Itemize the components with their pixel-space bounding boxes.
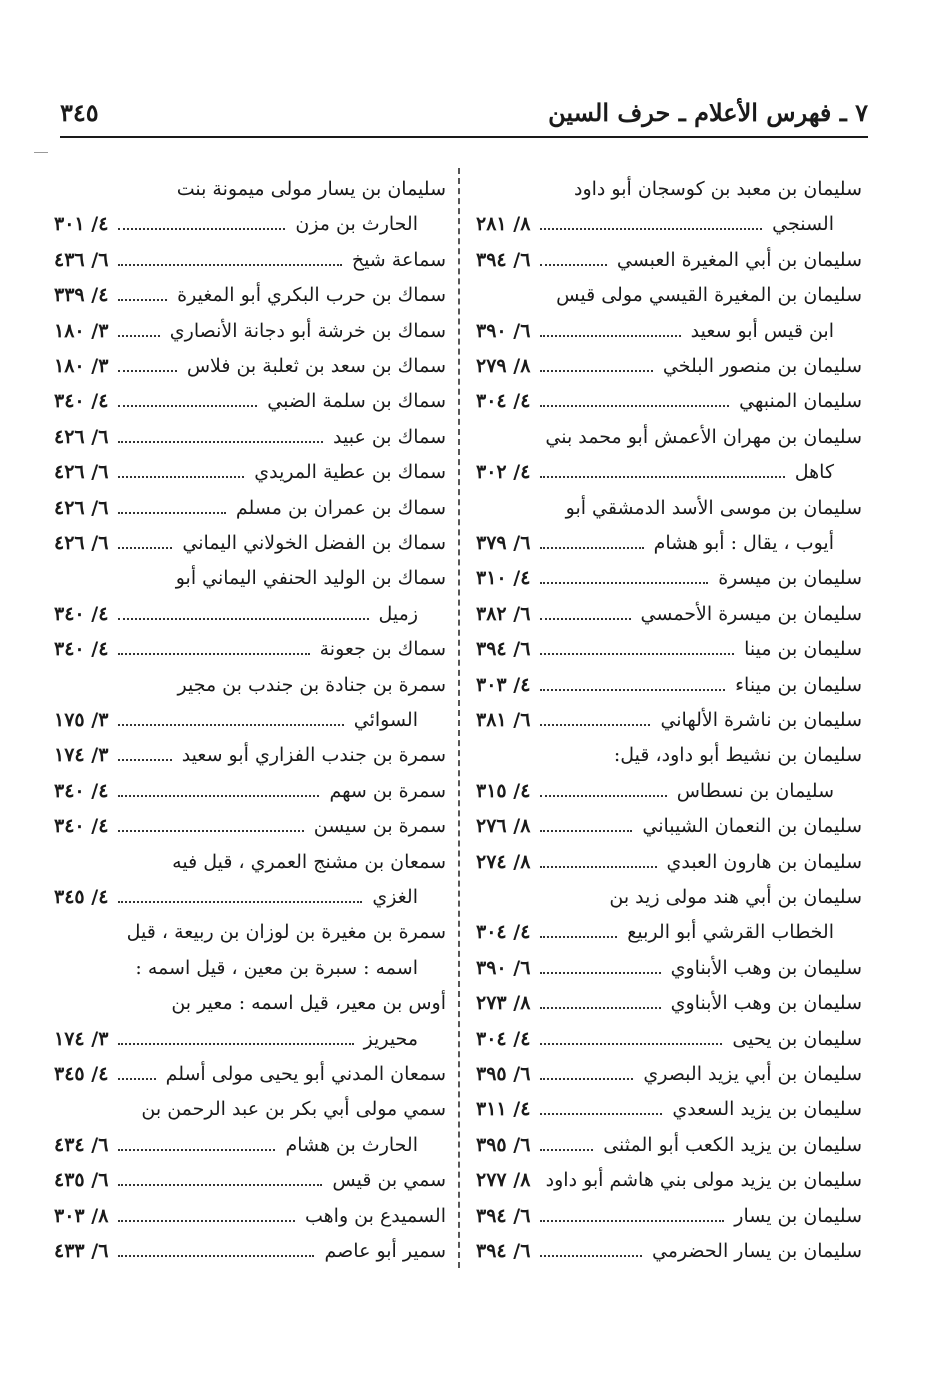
entry-name: سليمان بن النعمان الشيباني <box>642 815 862 838</box>
index-entry <box>476 1165 862 1195</box>
index-entry <box>476 988 862 1018</box>
leader-dots <box>118 512 226 514</box>
entry-reference: ٤/ ٣٤٠ <box>54 638 109 661</box>
entry-name: سليمان بن يحيى <box>732 1027 862 1050</box>
index-entry <box>476 847 862 877</box>
index-entry <box>476 1201 862 1231</box>
leader-dots <box>118 653 310 655</box>
entry-name: سليمان بن نشيط أبو داود، قيل: <box>613 744 862 767</box>
entry-name: سليمان بن يزيد السعدي <box>672 1098 862 1121</box>
index-entry <box>476 1024 862 1054</box>
index-entry <box>54 422 446 452</box>
leader-dots <box>118 1078 156 1080</box>
entry-name: سماك بن عبيد <box>333 425 446 448</box>
entry-reference: ٦/ ٤٢٦ <box>54 532 109 554</box>
entry-reference: ٨/ ٢٧٤ <box>476 850 531 873</box>
entry-name: اسمه : سبرة بن معين ، قيل اسمه : <box>135 956 418 979</box>
entry-name: سماك بن الفضل الخولاني اليماني <box>182 532 446 554</box>
index-entry <box>476 209 862 239</box>
index-entry <box>476 1094 862 1124</box>
leader-dots <box>540 1078 633 1080</box>
entry-reference: ٦/ ٣٩٠ <box>476 319 531 342</box>
entry-name: سمير أبو عاصم <box>324 1240 446 1262</box>
entry-reference: ٨/ ٣٠٣ <box>54 1204 109 1227</box>
index-entry <box>54 493 446 523</box>
entry-name: سليمان بن وهب الأبناوي <box>670 956 862 979</box>
entry-name: سليمان بن أبي المغيرة العبسي <box>616 248 862 271</box>
index-entry <box>54 1059 446 1089</box>
leader-dots <box>118 1255 314 1257</box>
entry-reference: ٤/ ٣٤٥ <box>54 886 109 908</box>
index-entry <box>54 953 446 983</box>
entry-name: سليمان بن المغيرة القيسي مولى قيس <box>556 284 862 307</box>
leader-dots <box>540 689 725 691</box>
entry-reference: ٤/ ٣٠٣ <box>476 673 531 696</box>
entry-name: سليمان بن ميناء <box>735 673 862 696</box>
entry-name: سليمان بن مينا <box>744 638 862 661</box>
leader-dots <box>118 795 319 797</box>
leader-dots <box>540 476 785 478</box>
index-entry <box>476 599 862 629</box>
entry-name: سمعان بن مشنج العمري ، قيل فيه <box>172 850 446 873</box>
index-entry <box>476 493 862 523</box>
entry-name: سليمان بن يسار مولى ميمونة بنت <box>176 178 446 200</box>
index-entry <box>54 776 446 806</box>
index-entry <box>54 634 446 664</box>
entry-name: السميدع بن واهب <box>304 1204 446 1227</box>
leader-dots <box>540 370 653 372</box>
entry-reference: ٦/ ٣٩٠ <box>476 956 531 979</box>
leader-dots <box>540 582 708 584</box>
leader-dots <box>118 1043 354 1045</box>
index-entry <box>54 457 446 487</box>
index-entry <box>54 351 446 381</box>
leader-dots <box>540 405 729 407</box>
entry-reference: ٨/ ٢٧٩ <box>476 355 531 377</box>
page-number: ٣٤٥ <box>60 98 99 127</box>
entry-name: سماك بن جعونة <box>319 638 446 661</box>
leader-dots <box>118 405 257 407</box>
entry-name: سليمان بن نسطاس <box>676 779 834 802</box>
entry-name: ابن قيس أبو سعيد <box>690 319 834 342</box>
entry-reference: ٤/ ٣٤٠ <box>54 779 109 802</box>
entry-reference: ٤/ ٣٤٠ <box>54 815 109 838</box>
entry-name: أيوب ، يقال : أبو هشام <box>653 532 834 554</box>
entry-name: سمرة بن جندب الفزاري أبو سعيد <box>181 744 446 767</box>
entry-name: سمعان المدني أبو يحيى مولى أسلم <box>165 1063 446 1085</box>
entry-name: سليمان بن ميسرة الأحمسي <box>640 602 862 625</box>
index-entry <box>54 811 446 841</box>
entry-name: سمرة بن سهم <box>329 779 446 802</box>
index-entry <box>476 953 862 983</box>
index-entry <box>54 599 446 629</box>
entry-name: سمي بن قيس <box>332 1169 446 1192</box>
entry-name: سماك بن خرشة أبو دجانة الأنصاري <box>169 319 446 342</box>
index-entry <box>54 847 446 877</box>
index-entry <box>476 457 862 487</box>
entry-reference: ٦/ ٣٩٤ <box>476 1240 531 1262</box>
entry-name: سليمان بن مهران الأعمش أبو محمد بني <box>545 425 862 448</box>
entry-reference: ٦/ ٣٩٤ <box>476 1204 531 1227</box>
leader-dots <box>540 724 650 726</box>
leader-dots <box>540 830 632 832</box>
entry-reference: ٦/ ٤٣٦ <box>54 248 109 271</box>
entry-reference: ٦/ ٣٨١ <box>476 709 531 731</box>
index-entry <box>476 386 862 416</box>
leader-dots <box>118 1184 322 1186</box>
index-entry <box>54 1236 446 1266</box>
index-entry <box>476 528 862 558</box>
index-entry <box>476 280 862 310</box>
index-entry <box>54 316 446 346</box>
leader-dots <box>118 1149 275 1151</box>
index-entry <box>476 917 862 947</box>
entry-reference: ٦/ ٣٩٤ <box>476 638 531 661</box>
entry-name: سماك بن سعد بن ثعلبة بن فلاس <box>186 355 446 377</box>
entry-name: سمرة بن مغيرة بن لوزان بن ربيعة ، قيل <box>126 921 446 944</box>
entry-name: الغزي <box>372 886 418 908</box>
entry-name: سليمان بن يسار <box>734 1204 862 1227</box>
entry-name: سليمان بن أبي هند مولى زيد بن <box>609 886 862 908</box>
index-entry <box>54 882 446 912</box>
entry-reference: ٣/ ١٨٠ <box>54 355 109 377</box>
leader-dots <box>540 1255 642 1257</box>
index-entry <box>54 1094 446 1124</box>
index-entry <box>54 245 446 275</box>
entry-reference: ٨/ ٢٧٦ <box>476 815 531 838</box>
entry-name: سمرة بن سيسن <box>313 815 446 838</box>
entry-reference: ٦/ ٣٧٩ <box>476 532 531 554</box>
index-entry <box>54 1201 446 1231</box>
entry-name: الخطاب القرشي أبو الربيع <box>627 921 834 944</box>
entry-name: الحارث بن مزن <box>295 213 418 236</box>
entry-reference: ٤/ ٣٤٠ <box>54 602 109 625</box>
index-entry <box>54 740 446 770</box>
entry-name: سماك بن الوليد الحنفي اليماني أبو <box>175 567 446 590</box>
index-entry <box>54 280 446 310</box>
entry-reference: ٤/ ٣٤٠ <box>54 390 109 413</box>
leader-dots <box>540 866 657 868</box>
leader-dots <box>540 972 661 974</box>
leader-dots <box>540 1043 722 1045</box>
header-rule <box>60 136 868 138</box>
entry-reference: ٤/ ٣١٥ <box>476 779 531 802</box>
index-entry <box>54 209 446 239</box>
leader-dots <box>540 547 644 549</box>
leader-dots <box>540 795 667 797</box>
entry-name: سماك بن عمران بن مسلم <box>235 496 446 519</box>
index-entry <box>54 1024 446 1054</box>
leader-dots <box>118 370 177 372</box>
leader-dots <box>118 476 244 478</box>
entry-name: كاهل <box>794 461 834 484</box>
index-entry <box>476 882 862 912</box>
leader-dots <box>118 441 323 443</box>
entry-name: سليمان بن موسى الأسد الدمشقي أبو <box>565 496 862 519</box>
leader-dots <box>118 1220 295 1222</box>
leader-dots <box>118 724 344 726</box>
running-title: ٧ ـ فهرس الأعلام ـ حرف السين <box>548 98 868 127</box>
entry-name: سليمان المنبهي <box>739 390 862 413</box>
index-entry <box>54 386 446 416</box>
entry-reference: ٣/ ١٧٤ <box>54 1027 109 1050</box>
entry-reference: ٤/ ٣٠٤ <box>476 1027 531 1050</box>
leader-dots <box>540 618 631 620</box>
entry-reference: ٦/ ٤٣٥ <box>54 1169 109 1192</box>
entry-name: سماعة شيخ <box>351 248 446 271</box>
index-entry <box>476 670 862 700</box>
index-entry <box>476 174 862 204</box>
leader-dots <box>118 299 167 301</box>
index-entry <box>476 1059 862 1089</box>
entry-reference: ٨/ ٢٧٣ <box>476 992 531 1015</box>
page-header <box>60 92 868 138</box>
entry-reference: ٦/ ٤٣٤ <box>54 1133 109 1156</box>
index-entry <box>476 351 862 381</box>
entry-name: الحارث بن هشام <box>285 1133 418 1156</box>
leader-dots <box>118 264 342 266</box>
entry-name: سليمان بن يزيد مولى بني هاشم أبو داود <box>545 1169 862 1192</box>
leader-dots <box>118 335 160 337</box>
entry-name: سليمان بن معبد بن كوسجان أبو داود <box>573 178 862 200</box>
index-entry <box>476 705 862 735</box>
leader-dots <box>540 1220 724 1222</box>
entry-name: سليمان بن ميسرة <box>718 567 862 590</box>
entry-reference: ٤/ ٣٠٢ <box>476 461 531 484</box>
index-entry <box>54 174 446 204</box>
leader-dots <box>118 618 369 620</box>
entry-reference: ٨/ ٢٨١ <box>476 213 531 236</box>
leader-dots <box>540 1007 661 1009</box>
leader-dots <box>540 1113 662 1115</box>
entry-reference: ٦/ ٤٣٣ <box>54 1240 109 1262</box>
entry-reference: ٣/ ١٧٥ <box>54 709 109 731</box>
entry-reference: ٤/ ٣٠٤ <box>476 921 531 944</box>
index-entry <box>54 917 446 947</box>
leader-dots <box>540 335 681 337</box>
index-entry <box>476 811 862 841</box>
entry-reference: ٦/ ٤٢٦ <box>54 461 109 484</box>
index-entry <box>476 634 862 664</box>
entry-reference: ٦/ ٤٢٦ <box>54 496 109 519</box>
entry-name: أوس بن معير، قيل اسمه : معير بن <box>171 992 446 1015</box>
column-divider <box>458 168 460 1268</box>
index-entry <box>54 705 446 735</box>
entry-name: السنجي <box>772 213 834 236</box>
leader-dots <box>118 228 285 230</box>
index-entry <box>476 245 862 275</box>
entry-name: سماك بن سلمة الضبي <box>267 390 446 413</box>
entry-reference: ٤/ ٣١١ <box>476 1098 531 1121</box>
entry-name: سليمان بن منصور البلخي <box>662 355 862 377</box>
leader-dots <box>118 830 304 832</box>
entry-name: سمي مولى أبي بكر بن عبد الرحمن بن <box>141 1098 446 1121</box>
index-entry <box>476 776 862 806</box>
entry-reference: ٤/ ٣٠١ <box>54 213 109 236</box>
entry-name: زميل <box>378 602 418 625</box>
index-entry <box>476 422 862 452</box>
entry-name: سليمان بن يزيد الكعب أبو المثنى <box>603 1133 862 1156</box>
entry-reference: ٤/ ٣٠٤ <box>476 390 531 413</box>
leader-dots <box>540 264 607 266</box>
entry-name: محيريز <box>363 1027 418 1050</box>
entry-name: سليمان بن وهب الأبناوي <box>670 992 862 1015</box>
index-entry <box>54 528 446 558</box>
entry-reference: ٦/ ٣٩٥ <box>476 1133 531 1156</box>
index-entry <box>54 670 446 700</box>
entry-reference: ٦/ ٣٩٥ <box>476 1063 531 1085</box>
index-entry <box>476 563 862 593</box>
leader-dots <box>118 547 172 549</box>
index-entry <box>476 1236 862 1266</box>
entry-reference: ٦/ ٣٨٢ <box>476 602 531 625</box>
index-entry <box>476 316 862 346</box>
leader-dots <box>540 228 762 230</box>
entry-name: سماك بن عطية المريدي <box>254 461 446 484</box>
entry-name: السوائي <box>353 709 418 731</box>
entry-reference: ٤/ ٣١٠ <box>476 567 531 590</box>
entry-name: سليمان بن ناشرة الألهاني <box>660 709 862 731</box>
entry-reference: ٦/ ٤٢٦ <box>54 425 109 448</box>
entry-reference: ٣/ ١٧٤ <box>54 744 109 767</box>
index-entry <box>476 740 862 770</box>
entry-reference: ٦/ ٣٩٤ <box>476 248 531 271</box>
index-entry <box>54 563 446 593</box>
entry-reference: ٣/ ١٨٠ <box>54 319 109 342</box>
leader-dots <box>540 1149 593 1151</box>
entry-reference: ٨/ ٢٧٧ <box>476 1169 531 1192</box>
index-entry <box>54 1130 446 1160</box>
entry-name: سليمان بن هارون العبدي <box>666 850 862 873</box>
entry-reference: ٤/ ٣٣٩ <box>54 284 109 307</box>
leader-dots <box>118 901 362 903</box>
entry-name: سماك بن حرب البكري أبو المغيرة <box>177 284 446 307</box>
entry-reference: ٤/ ٣٤٥ <box>54 1063 109 1085</box>
index-entry <box>476 1130 862 1160</box>
leader-dots <box>540 653 734 655</box>
leader-dots <box>540 936 617 938</box>
leader-dots <box>118 759 172 761</box>
entry-name: سمرة بن جنادة بن جندب بن مجير <box>177 673 446 696</box>
index-entry <box>54 1165 446 1195</box>
entry-name: سليمان بن يسار الحضرمي <box>651 1240 862 1262</box>
entry-name: سليمان بن أبي يزيد البصري <box>643 1063 862 1085</box>
index-entry <box>54 988 446 1018</box>
margin-mark <box>34 152 48 153</box>
